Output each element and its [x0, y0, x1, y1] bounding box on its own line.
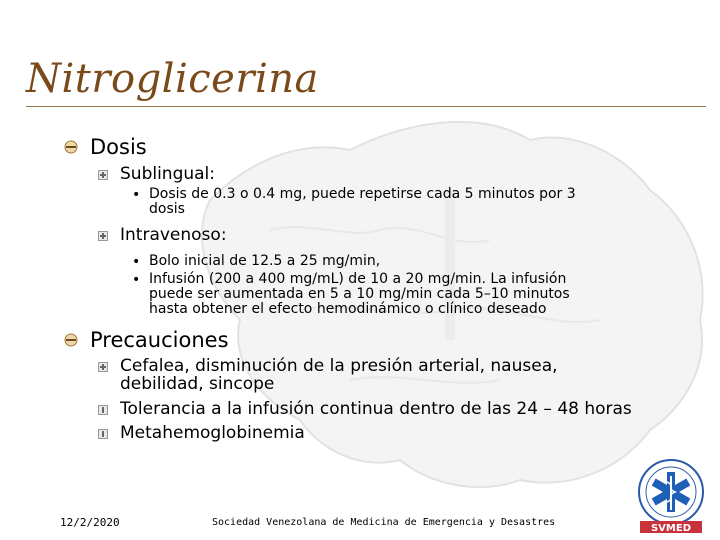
precaution-line: Cefalea, disminución de la presión arterial, nausea,: [120, 356, 558, 376]
footer-date: 12/2/2020: [60, 516, 120, 529]
subsection-sublingual: [98, 165, 215, 183]
bullet-line: dosis: [149, 201, 185, 217]
precaution-line: debilidad, sincope: [120, 374, 275, 394]
section-bullet-icon: [64, 140, 78, 154]
bullet-item: [132, 187, 649, 217]
footer-organization: Sociedad Venezolana de Medicina de Emergencia y Desastres: [212, 517, 556, 528]
section-heading: Precauciones: [90, 328, 229, 352]
bullet-line: Dosis de 0.3 o 0.4 mg, puede repetirse cada 5 minutos por 3: [149, 186, 576, 202]
bullet-item: [132, 254, 649, 270]
subsection-bullet-icon: [98, 362, 108, 372]
precaution-item: [98, 424, 305, 442]
bullet-line: puede ser aumentada en 5 a 10 mg/min cada 5–10 minutos: [149, 286, 570, 302]
svmed-logo: [636, 458, 706, 534]
subsection-label: Sublingual:: [120, 164, 216, 184]
section-precauciones: [64, 328, 229, 352]
bullet-line: hasta obtener el efecto hemodinámico o clínico deseado: [149, 301, 547, 317]
title-divider: [26, 106, 706, 107]
bullet-item: [132, 272, 649, 317]
precaution-text: [120, 357, 558, 393]
section-bullet-icon: [64, 333, 78, 347]
subsection-bullet-icon: [98, 405, 108, 415]
subsection-bullet-icon: [98, 170, 108, 180]
precaution-text: Tolerancia a la infusión continua dentro de las 24 – 48 horas: [120, 399, 632, 419]
slide-title: Nitroglicerina: [26, 56, 319, 102]
precaution-text: Metahemoglobinemia: [120, 423, 305, 443]
subsection-intravenoso: [98, 226, 227, 244]
bullet-dot: •: [132, 272, 141, 288]
precaution-item: [98, 400, 632, 418]
bullet-text: [149, 272, 649, 317]
section-dosis: [64, 135, 147, 159]
bullet-text: [149, 187, 649, 217]
bullet-dot: •: [132, 187, 141, 203]
bullet-dot: •: [132, 254, 141, 270]
precaution-item: [98, 357, 558, 393]
subsection-label: Intravenoso:: [120, 225, 227, 245]
bullet-line: Infusión (200 a 400 mg/mL) de 10 a 20 mg/min. La infusión: [149, 271, 567, 287]
bullet-text: Bolo inicial de 12.5 a 25 mg/min,: [149, 253, 381, 269]
subsection-bullet-icon: [98, 429, 108, 439]
section-heading: Dosis: [90, 135, 147, 159]
subsection-bullet-icon: [98, 231, 108, 241]
logo-text: SVMED: [650, 523, 692, 534]
